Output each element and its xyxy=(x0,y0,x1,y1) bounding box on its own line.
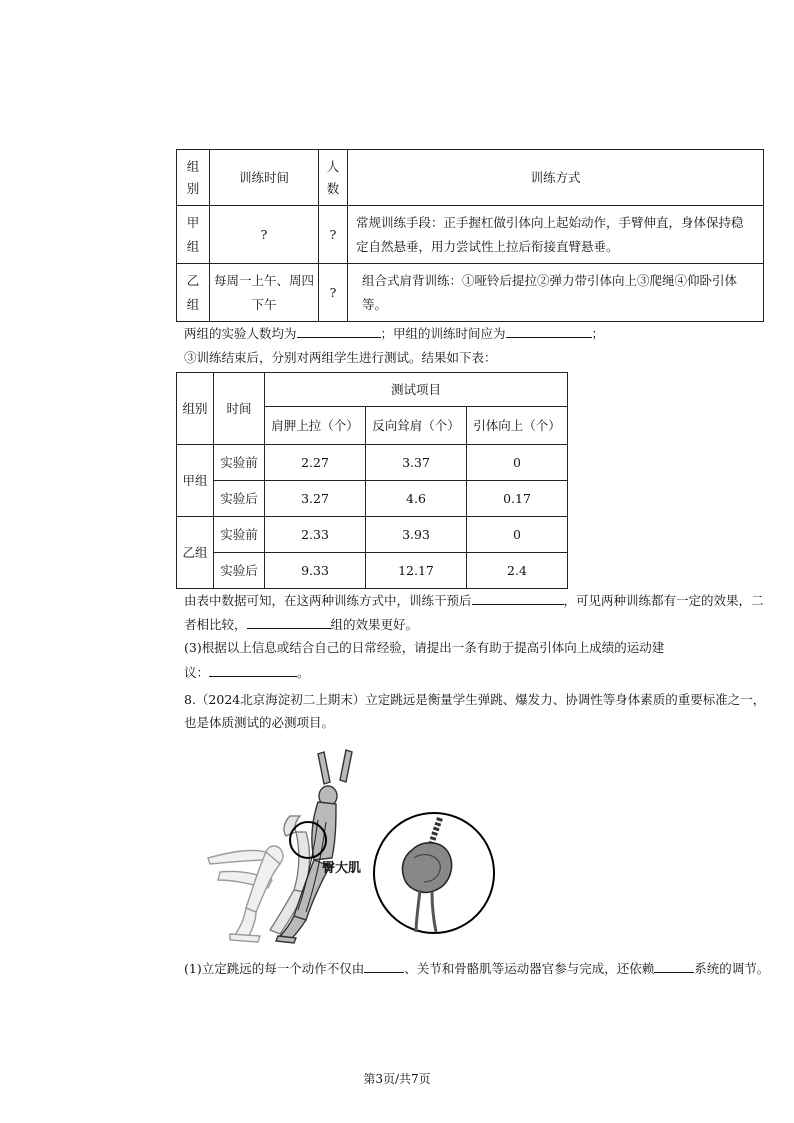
answer-blank[interactable] xyxy=(297,323,381,338)
row-count-yi: ? xyxy=(319,264,348,322)
answer-blank[interactable] xyxy=(506,323,592,338)
group-cell: 甲组 xyxy=(177,445,214,517)
question-3: (3)根据以上信息或结合自己的日常经验，请提出一条有助于提高引体向上成绩的运动建 xyxy=(184,640,665,655)
training-plan-table xyxy=(176,149,764,322)
analysis-sentence: 由表中数据可知，在这两种训练方式中，训练干预后 ，可见两种训练都有一定的效果，二 xyxy=(184,590,764,611)
suggestion-line: 议： 。 xyxy=(184,662,310,683)
answer-blank[interactable] xyxy=(654,958,694,973)
col-header: 肩胛上拉（个） xyxy=(265,407,366,445)
value-cell: 2.27 xyxy=(265,445,366,481)
header-group: 组别 xyxy=(177,150,210,206)
header-time: 时间 xyxy=(214,373,265,445)
header-method: 训练方式 xyxy=(348,150,764,206)
standing-long-jump-figure xyxy=(200,740,500,950)
col-header: 引体向上（个） xyxy=(467,407,568,445)
answer-blank[interactable] xyxy=(209,662,297,677)
answer-blank[interactable] xyxy=(472,590,564,605)
time-cell: 实验后 xyxy=(214,553,265,589)
value-cell: 3.93 xyxy=(366,517,467,553)
gluteus-maximus-label: 臀大肌 xyxy=(322,861,362,876)
answer-blank[interactable] xyxy=(247,614,331,629)
header-group: 组别 xyxy=(177,373,214,445)
group-cell: 乙组 xyxy=(177,517,214,589)
test-results-table xyxy=(176,372,568,589)
value-cell: 4.6 xyxy=(366,481,467,517)
header-time: 训练时间 xyxy=(210,150,319,206)
value-cell: 3.27 xyxy=(265,481,366,517)
row-method-jia: 常规训练手段：正手握杠做引体向上起始动作，手臂伸直，身体保持稳定自然悬垂，用力尝试性上拉后衔接直臂悬垂。 xyxy=(348,206,764,264)
value-cell: 0.17 xyxy=(467,481,568,517)
answer-blank[interactable] xyxy=(364,958,404,973)
time-cell: 实验前 xyxy=(214,517,265,553)
question-8-1: (1)立定跳远的每一个动作不仅由 、关节和骨骼肌等运动器官参与完成，还依赖 系统的调节。 xyxy=(184,958,769,979)
value-cell: 2.33 xyxy=(265,517,366,553)
question-8-stem-cont: 也是体质测试的必测项目。 xyxy=(184,715,335,730)
header-test-items: 测试项目 xyxy=(265,373,568,407)
row-method-yi: 组合式肩背训练：①哑铃后提拉②弹力带引体向上③爬绳④仰卧引体等。 xyxy=(348,264,764,322)
col-header: 反向耸肩（个） xyxy=(366,407,467,445)
comparison-sentence: 者相比较， 组的效果更好。 xyxy=(184,614,418,635)
test-intro: ③训练结束后，分别对两组学生进行测试。结果如下表： xyxy=(184,350,497,365)
participants-sentence: 两组的实验人数均为 ；甲组的训练时间应为 ； xyxy=(184,323,604,344)
value-cell: 3.37 xyxy=(366,445,467,481)
row-count-jia: ? xyxy=(319,206,348,264)
row-time-jia: ? xyxy=(210,206,319,264)
value-cell: 2.4 xyxy=(467,553,568,589)
value-cell: 0 xyxy=(467,445,568,481)
time-cell: 实验前 xyxy=(214,445,265,481)
row-group-jia: 甲组 xyxy=(177,206,210,264)
header-count: 人数 xyxy=(319,150,348,206)
page-footer: 第3页/共7页 xyxy=(363,1072,431,1086)
time-cell: 实验后 xyxy=(214,481,265,517)
row-time-yi: 每周一上午、周四下午 xyxy=(210,264,319,322)
question-8-stem: 8.（2024北京海淀初二上期末）立定跳远是衡量学生弹跳、爆发力、协调性等身体素质的重要标准之一， xyxy=(184,692,766,707)
value-cell: 0 xyxy=(467,517,568,553)
value-cell: 12.17 xyxy=(366,553,467,589)
value-cell: 9.33 xyxy=(265,553,366,589)
row-group-yi: 乙组 xyxy=(177,264,210,322)
